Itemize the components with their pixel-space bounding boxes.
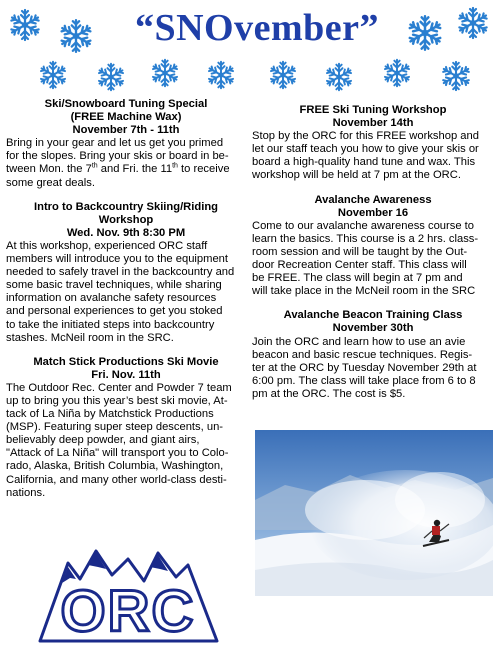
right-column — [252, 104, 494, 401]
body-line: beacon and basic rescue techniques. Regis- — [252, 348, 473, 361]
section-heading: FREE Ski Tuning Workshop — [299, 104, 447, 116]
section-date: Fri. Nov. 11th — [91, 368, 161, 381]
orc-logo-text: ORC — [60, 579, 196, 644]
section-heading: Ski/Snowboard Tuning Special — [44, 98, 208, 110]
body-line: Join the ORC and learn how to use an avie — [252, 335, 466, 348]
body-line: will take place in the McNeil room in the SRC — [252, 285, 476, 298]
snowflake-icon — [440, 60, 472, 92]
body-line: needed to safely travel in the backcountry and — [6, 266, 235, 279]
snowflake-icon — [268, 60, 298, 90]
body-line: information on avalanche safety resources — [6, 292, 217, 305]
body-line: Bring in your gear and let us get you primed — [6, 137, 224, 150]
snowflake-icon — [324, 62, 354, 92]
body-line: rado, Alaska, British Columbia, Washington, — [6, 460, 224, 473]
body-line: pm at the ORC. The cost is $5. — [252, 387, 406, 400]
body-line: and personal experiences to get you stoked — [6, 305, 223, 318]
body-line: to take the initiated steps into backcountry — [6, 318, 215, 331]
body-line: some great deals. — [6, 176, 95, 189]
body-line: nations. — [6, 486, 46, 499]
body-line: ter at the ORC by Tuesday November 29th at — [252, 361, 477, 374]
snowflake-icon — [382, 58, 412, 88]
orc-logo — [36, 545, 221, 645]
body-line: The Outdoor Rec. Center and Powder 7 team — [6, 381, 232, 394]
snowflake-icon — [206, 60, 236, 90]
body-line: California, and many other world-class desti- — [6, 473, 227, 486]
section-subheading: (FREE Machine Wax) — [70, 111, 182, 124]
left-column — [6, 98, 246, 500]
body-line: (MSP). Featuring super steep descents, un- — [6, 421, 224, 434]
body-line: tween Mon. the 7th and Fri. the 11th to receive — [6, 162, 230, 176]
snowflake-icon — [456, 6, 490, 40]
body-line: 6:00 pm. The class will take place from 6 to 8 — [252, 374, 476, 387]
body-line: let our staff teach you how to give your skis or — [252, 143, 479, 156]
section-date: Wed. Nov. 9th 8:30 PM — [66, 226, 186, 239]
section-date: November 30th — [332, 322, 414, 335]
body-line: learn the basics. This course is a 2 hrs. class- — [252, 232, 479, 245]
section-heading: Avalanche Beacon Training Class — [283, 309, 463, 322]
page-title: “SNOvember” — [134, 7, 380, 49]
body-line: for the slopes. Bring your skis or board in be- — [6, 150, 229, 163]
section-heading: Match Stick Productions Ski Movie — [33, 355, 219, 368]
body-line: Stop by the ORC for this FREE workshop and — [252, 130, 479, 143]
snowflake-icon — [150, 58, 180, 88]
body-line: workshop will be held at 7 pm at the ORC. — [252, 169, 461, 182]
body-line: stashes. McNeil room in the SRC. — [6, 331, 174, 344]
skier-photo — [255, 430, 493, 596]
body-line: "Attack of La Niña" will transport you to Colo- — [6, 447, 229, 460]
snowflake-icon — [8, 8, 42, 42]
body-line: door Recreation Center staff. This class will — [252, 259, 467, 272]
snowflake-icon — [406, 14, 444, 52]
body-line: At this workshop, experienced ORC staff — [6, 239, 208, 252]
section-date: November 14th — [332, 117, 414, 130]
body-line: tack of La Niña by Matchstick Productions — [6, 408, 214, 421]
snowflake-icon — [96, 62, 126, 92]
body-line: up to bring you this year’s best ski movie, At- — [6, 394, 228, 407]
section-date: November 7th - 11th — [72, 124, 180, 137]
body-line: board a high-quality hand tune and wax. This — [252, 156, 476, 169]
section-heading: Avalanche Awareness — [314, 193, 432, 206]
body-line: members will introduce you to the equipment — [6, 253, 228, 266]
body-line: Come to our avalanche awareness course to — [252, 219, 475, 232]
body-line: believably deep powder, and giant airs, — [6, 434, 200, 447]
section-date: November 16 — [337, 206, 409, 219]
section-heading: Intro to Backcountry Skiing/Riding — [34, 200, 218, 213]
snowflake-icon — [38, 60, 68, 90]
snowflake-icon — [58, 18, 94, 54]
body-line: room session and will be taught by the Out- — [252, 245, 468, 258]
body-line: be FREE. The class will begin at 7 pm and — [252, 272, 463, 285]
body-line: some basic travel techniques, while sharing — [6, 279, 222, 292]
section-heading: Workshop — [98, 213, 154, 226]
